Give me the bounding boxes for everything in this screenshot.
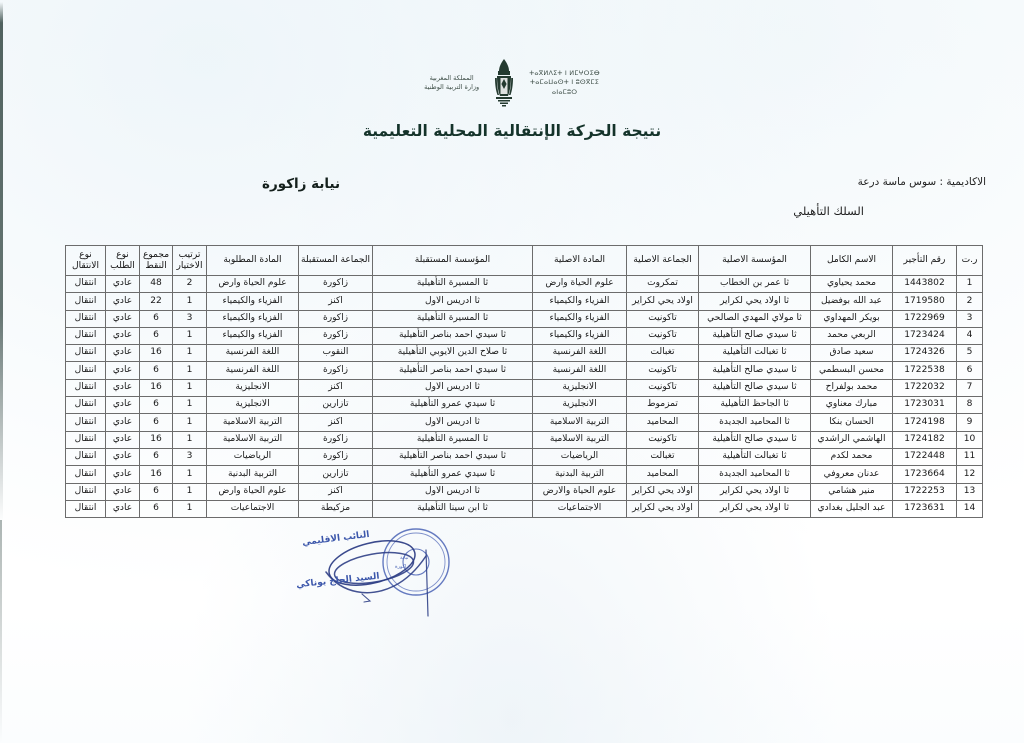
row-cell-total-points: 6 — [140, 483, 173, 500]
delegation-label: نيابة زاكورة — [262, 176, 341, 192]
row-cell-total-points: 6 — [140, 414, 173, 431]
row-cell-origin-subject: الاجتماعيات — [533, 500, 627, 517]
page-title: نتيجة الحركة الإنتقالية المحلية التعليمية — [362, 122, 662, 140]
row-cell-movement-type: انتقال — [66, 431, 106, 448]
table-row — [66, 431, 983, 448]
row-cell-request-type: عادي — [106, 379, 140, 396]
row-cell-total-points: 22 — [140, 293, 173, 310]
row-cell-choice-rank: 3 — [173, 310, 207, 327]
row-cell-origin-institution: ثا مولاي المهدي الصالحي — [699, 310, 811, 327]
ministry-emblem — [0, 58, 1024, 108]
row-cell-origin-subject: اللغة الفرنسية — [533, 362, 627, 379]
row-cell-rt: 11 — [957, 448, 983, 465]
row-cell-tajir: 1724182 — [893, 431, 957, 448]
row-cell-movement-type: انتقال — [66, 448, 106, 465]
col-header-choice-rank: ترتيب الاختيار — [173, 246, 207, 276]
row-cell-future-subject: الفزياء والكيمياء — [207, 310, 299, 327]
row-cell-total-points: 16 — [140, 379, 173, 396]
row-cell-origin-institution: ثا تغبالت التأهيلية — [699, 448, 811, 465]
row-cell-future-commune: اكنز — [299, 483, 373, 500]
cycle-label: السلك التأهيلي — [793, 204, 864, 218]
row-cell-tajir: 1723631 — [893, 500, 957, 517]
row-cell-origin-institution: ثا المحاميد الجديدة — [699, 466, 811, 483]
row-cell-choice-rank: 1 — [173, 345, 207, 362]
row-cell-future-subject: التربية البدنية — [207, 466, 299, 483]
row-cell-request-type: عادي — [106, 500, 140, 517]
row-cell-name: الحسان بنكا — [811, 414, 893, 431]
row-cell-origin-commune: المحاميد — [627, 414, 699, 431]
row-cell-movement-type: انتقال — [66, 483, 106, 500]
row-cell-tajir: 1723664 — [893, 466, 957, 483]
row-cell-total-points: 16 — [140, 345, 173, 362]
emblem-tifinagh-text: ⵜⴰⴳⵍⴷⵉⵜ ⵏ ⵍⵎⵖⵔⵉⴱ ⵜⴰⵎⴰⵡⴰⵙⵜ ⵏ ⵓⵙⴳⵎⵉ ⴰⵏⴰⵎⵓⵔ — [529, 68, 600, 96]
row-cell-origin-commune: تغبالت — [627, 345, 699, 362]
row-cell-future-institution: ثا المسيرة التأهيلية — [373, 431, 533, 448]
row-cell-movement-type: انتقال — [66, 500, 106, 517]
stamp-and-signature — [290, 506, 550, 618]
row-cell-name: سعيد صادق — [811, 345, 893, 362]
col-header-future-commune: الجماعة المستقبلة — [299, 246, 373, 276]
row-cell-choice-rank: 1 — [173, 466, 207, 483]
row-cell-future-institution: ثا سيدي احمد بناصر التأهيلية — [373, 327, 533, 344]
emblem-arabic-text: المملكة المغربية وزارة التربية الوطنية — [424, 73, 480, 91]
row-cell-origin-institution: ثا سيدي صالح التأهيلية — [699, 327, 811, 344]
row-cell-future-institution: ثا سيدي عمرو التأهيلية — [373, 466, 533, 483]
row-cell-origin-institution: ثا اولاد يحي لكراير — [699, 500, 811, 517]
row-cell-future-commune: زاكورة — [299, 431, 373, 448]
row-cell-origin-subject: علوم الحياة وارض — [533, 276, 627, 293]
table-row — [66, 345, 983, 362]
row-cell-movement-type: انتقال — [66, 276, 106, 293]
row-cell-future-subject: التربية الاسلامية — [207, 431, 299, 448]
row-cell-origin-commune: تمكروت — [627, 276, 699, 293]
row-cell-rt: 12 — [957, 466, 983, 483]
row-cell-name: الهاشمي الراشدي — [811, 431, 893, 448]
row-cell-tajir: 1719580 — [893, 293, 957, 310]
row-cell-origin-commune: تاكونيت — [627, 310, 699, 327]
row-cell-tajir: 1724198 — [893, 414, 957, 431]
row-cell-origin-institution: ثا اولاد يحي لكراير — [699, 293, 811, 310]
row-cell-movement-type: انتقال — [66, 345, 106, 362]
stamp-inner-text: نيابة زاكورة — [395, 555, 409, 570]
table-row — [66, 379, 983, 396]
row-cell-rt: 7 — [957, 379, 983, 396]
row-cell-rt: 3 — [957, 310, 983, 327]
row-cell-origin-subject: التربية البدنية — [533, 466, 627, 483]
row-cell-tajir: 1722032 — [893, 379, 957, 396]
row-cell-total-points: 6 — [140, 397, 173, 414]
row-cell-request-type: عادي — [106, 466, 140, 483]
row-cell-choice-rank: 1 — [173, 397, 207, 414]
row-cell-tajir: 1443802 — [893, 276, 957, 293]
handwritten-signature — [324, 533, 428, 616]
table-row — [66, 397, 983, 414]
row-cell-origin-subject: الرياضيات — [533, 448, 627, 465]
row-cell-movement-type: انتقال — [66, 362, 106, 379]
row-cell-movement-type: انتقال — [66, 327, 106, 344]
row-cell-total-points: 6 — [140, 500, 173, 517]
col-header-future-institution: المؤسسة المستقبلة — [373, 246, 533, 276]
row-cell-rt: 13 — [957, 483, 983, 500]
row-cell-rt: 9 — [957, 414, 983, 431]
scan-edge-artifact-lower — [0, 520, 2, 743]
row-cell-choice-rank: 1 — [173, 431, 207, 448]
row-cell-tajir: 1722253 — [893, 483, 957, 500]
row-cell-choice-rank: 1 — [173, 293, 207, 310]
row-cell-future-subject: الانجليزية — [207, 397, 299, 414]
row-cell-name: عبد الله بوفضيل — [811, 293, 893, 310]
col-header-origin-institution: المؤسسة الاصلية — [699, 246, 811, 276]
row-cell-future-institution: ثا سيدي احمد بناصر التأهيلية — [373, 448, 533, 465]
row-cell-origin-commune: تاكونيت — [627, 379, 699, 396]
row-cell-future-commune: اكنز — [299, 293, 373, 310]
row-cell-tajir: 1722969 — [893, 310, 957, 327]
results-table-container — [72, 245, 983, 518]
row-cell-future-commune: زاكورة — [299, 310, 373, 327]
row-cell-future-institution: ثا صلاح الدين الايوبي التأهيلية — [373, 345, 533, 362]
row-cell-name: عبد الجليل بغدادي — [811, 500, 893, 517]
table-body — [66, 276, 983, 518]
row-cell-future-commune: زاكورة — [299, 448, 373, 465]
row-cell-future-commune: تازارين — [299, 466, 373, 483]
row-cell-origin-institution: ثا سيدي صالح التأهيلية — [699, 362, 811, 379]
row-cell-future-institution: ثا المسيرة التأهيلية — [373, 310, 533, 327]
row-cell-future-subject: علوم الحياة وارض — [207, 483, 299, 500]
row-cell-choice-rank: 1 — [173, 362, 207, 379]
row-cell-future-subject: اللغة الفرنسية — [207, 362, 299, 379]
row-cell-origin-commune: اولاد يحي لكراير — [627, 293, 699, 310]
row-cell-origin-subject: علوم الحياة والارض — [533, 483, 627, 500]
row-cell-total-points: 6 — [140, 310, 173, 327]
row-cell-future-subject: الرياضيات — [207, 448, 299, 465]
row-cell-request-type: عادي — [106, 414, 140, 431]
row-cell-future-commune: اكنز — [299, 414, 373, 431]
row-cell-rt: 14 — [957, 500, 983, 517]
row-cell-movement-type: انتقال — [66, 293, 106, 310]
row-cell-future-subject: الفزياء والكيمياء — [207, 293, 299, 310]
row-cell-name: محمد يحياوي — [811, 276, 893, 293]
row-cell-origin-institution: ثا الجاحظ التأهيلية — [699, 397, 811, 414]
row-cell-origin-commune: تمزموط — [627, 397, 699, 414]
col-header-movement-type: نوع الانتقال — [66, 246, 106, 276]
row-cell-name: عدنان معروفي — [811, 466, 893, 483]
row-cell-future-institution: ثا ادريس الاول — [373, 293, 533, 310]
row-cell-name: الربعي محمد — [811, 327, 893, 344]
row-cell-choice-rank: 1 — [173, 500, 207, 517]
row-cell-total-points: 6 — [140, 362, 173, 379]
row-cell-future-institution: ثا ادريس الاول — [373, 379, 533, 396]
row-cell-origin-subject: الانجليزية — [533, 397, 627, 414]
table-row — [66, 293, 983, 310]
row-cell-rt: 2 — [957, 293, 983, 310]
col-header-origin-subject: المادة الاصلية — [533, 246, 627, 276]
row-cell-origin-institution: ثا المحاميد الجديدة — [699, 414, 811, 431]
row-cell-rt: 1 — [957, 276, 983, 293]
row-cell-rt: 8 — [957, 397, 983, 414]
row-cell-future-subject: الاجتماعيات — [207, 500, 299, 517]
row-cell-future-institution: ثا ادريس الاول — [373, 414, 533, 431]
row-cell-total-points: 6 — [140, 448, 173, 465]
row-cell-rt: 4 — [957, 327, 983, 344]
row-cell-total-points: 16 — [140, 431, 173, 448]
row-cell-total-points: 16 — [140, 466, 173, 483]
row-cell-name: منير هشامي — [811, 483, 893, 500]
row-cell-request-type: عادي — [106, 431, 140, 448]
row-cell-origin-institution: ثا سيدي صالح التأهيلية — [699, 431, 811, 448]
table-row — [66, 310, 983, 327]
row-cell-movement-type: انتقال — [66, 397, 106, 414]
row-cell-request-type: عادي — [106, 327, 140, 344]
row-cell-future-subject: التربية الاسلامية — [207, 414, 299, 431]
row-cell-choice-rank: 1 — [173, 379, 207, 396]
row-cell-tajir: 1722538 — [893, 362, 957, 379]
row-cell-origin-subject: اللغة الفرنسية — [533, 345, 627, 362]
row-cell-movement-type: انتقال — [66, 414, 106, 431]
row-cell-name: بويكر المهداوي — [811, 310, 893, 327]
row-cell-request-type: عادي — [106, 397, 140, 414]
row-cell-future-institution: ثا المسيرة التأهيلية — [373, 276, 533, 293]
row-cell-origin-commune: المحاميد — [627, 466, 699, 483]
row-cell-future-commune: النقوب — [299, 345, 373, 362]
col-header-future-subject: المادة المطلوبة — [207, 246, 299, 276]
row-cell-request-type: عادي — [106, 362, 140, 379]
row-cell-origin-institution: ثا عمر بن الخطاب — [699, 276, 811, 293]
row-cell-origin-commune: تاكونيت — [627, 327, 699, 344]
col-header-name: الاسم الكامل — [811, 246, 893, 276]
results-table — [65, 245, 983, 518]
row-cell-future-institution: ثا ابن سينا التأهيلية — [373, 500, 533, 517]
col-header-total-points: مجموع النقط — [140, 246, 173, 276]
academy-label: الاكاديمية : سوس ماسة درعة — [857, 176, 986, 188]
row-cell-future-commune: تازارين — [299, 397, 373, 414]
row-cell-origin-institution: ثا تغبالت التأهيلية — [699, 345, 811, 362]
coat-of-arms-icon — [487, 58, 521, 108]
row-cell-total-points: 6 — [140, 327, 173, 344]
row-cell-request-type: عادي — [106, 310, 140, 327]
row-cell-future-institution: ثا سيدي احمد بناصر التأهيلية — [373, 362, 533, 379]
row-cell-request-type: عادي — [106, 276, 140, 293]
table-row — [66, 276, 983, 293]
row-cell-future-subject: اللغة الفرنسية — [207, 345, 299, 362]
row-cell-choice-rank: 1 — [173, 483, 207, 500]
col-header-request-type: نوع الطلب — [106, 246, 140, 276]
row-cell-name: محمد لكدم — [811, 448, 893, 465]
row-cell-tajir: 1724326 — [893, 345, 957, 362]
row-cell-future-subject: الفزياء والكيمياء — [207, 327, 299, 344]
table-row — [66, 500, 983, 517]
row-cell-future-commune: مزكيطة — [299, 500, 373, 517]
row-cell-movement-type: انتقال — [66, 466, 106, 483]
row-cell-origin-commune: تاكونيت — [627, 431, 699, 448]
row-cell-origin-commune: اولاد يحي لكراير — [627, 500, 699, 517]
table-header — [66, 246, 983, 276]
row-cell-tajir: 1722448 — [893, 448, 957, 465]
col-header-origin-commune: الجماعة الاصلية — [627, 246, 699, 276]
row-cell-tajir: 1723424 — [893, 327, 957, 344]
row-cell-origin-commune: اولاد يحي لكراير — [627, 483, 699, 500]
row-cell-request-type: عادي — [106, 483, 140, 500]
row-cell-choice-rank: 2 — [173, 276, 207, 293]
row-cell-origin-subject: الانجليزية — [533, 379, 627, 396]
row-cell-future-subject: الانجليزية — [207, 379, 299, 396]
row-cell-future-commune: زاكورة — [299, 362, 373, 379]
row-cell-rt: 5 — [957, 345, 983, 362]
row-cell-request-type: عادي — [106, 448, 140, 465]
row-cell-origin-commune: تغبالت — [627, 448, 699, 465]
table-row — [66, 483, 983, 500]
row-cell-movement-type: انتقال — [66, 379, 106, 396]
row-cell-origin-commune: تاكونيت — [627, 362, 699, 379]
row-cell-origin-institution: ثا اولاد يحي لكراير — [699, 483, 811, 500]
row-cell-choice-rank: 1 — [173, 414, 207, 431]
col-header-tajir: رقم التأجير — [893, 246, 957, 276]
row-cell-rt: 6 — [957, 362, 983, 379]
row-cell-movement-type: انتقال — [66, 310, 106, 327]
row-cell-name: محمد بولفراح — [811, 379, 893, 396]
signature-title: النائب الاقليمي — [301, 529, 371, 549]
row-cell-future-commune: اكنز — [299, 379, 373, 396]
row-cell-request-type: عادي — [106, 293, 140, 310]
row-cell-name: محسن البسطمي — [811, 362, 893, 379]
row-cell-origin-subject: التربية الاسلامية — [533, 431, 627, 448]
table-row — [66, 327, 983, 344]
table-row — [66, 466, 983, 483]
row-cell-request-type: عادي — [106, 345, 140, 362]
row-cell-rt: 10 — [957, 431, 983, 448]
row-cell-future-commune: زاكورة — [299, 276, 373, 293]
col-header-rt: ر.ت — [957, 246, 983, 276]
official-stamp — [383, 529, 449, 595]
table-row — [66, 362, 983, 379]
table-row — [66, 448, 983, 465]
signature-name: السيد الحاج بوناكي — [295, 571, 380, 591]
row-cell-tajir: 1723031 — [893, 397, 957, 414]
row-cell-total-points: 48 — [140, 276, 173, 293]
row-cell-origin-institution: ثا سيدي صالح التأهيلية — [699, 379, 811, 396]
row-cell-future-institution: ثا ادريس الاول — [373, 483, 533, 500]
row-cell-origin-subject: الفزياء والكيمياء — [533, 327, 627, 344]
row-cell-origin-subject: الفزياء والكيمياء — [533, 310, 627, 327]
row-cell-future-institution: ثا سيدي عمرو التأهيلية — [373, 397, 533, 414]
row-cell-origin-subject: التربية الاسلامية — [533, 414, 627, 431]
row-cell-future-commune: زاكورة — [299, 327, 373, 344]
row-cell-future-subject: علوم الحياة وارض — [207, 276, 299, 293]
row-cell-name: مبارك معناوي — [811, 397, 893, 414]
table-header-row — [66, 246, 983, 276]
row-cell-choice-rank: 1 — [173, 327, 207, 344]
row-cell-choice-rank: 3 — [173, 448, 207, 465]
table-row — [66, 414, 983, 431]
row-cell-origin-subject: الفزياء والكيمياء — [533, 293, 627, 310]
